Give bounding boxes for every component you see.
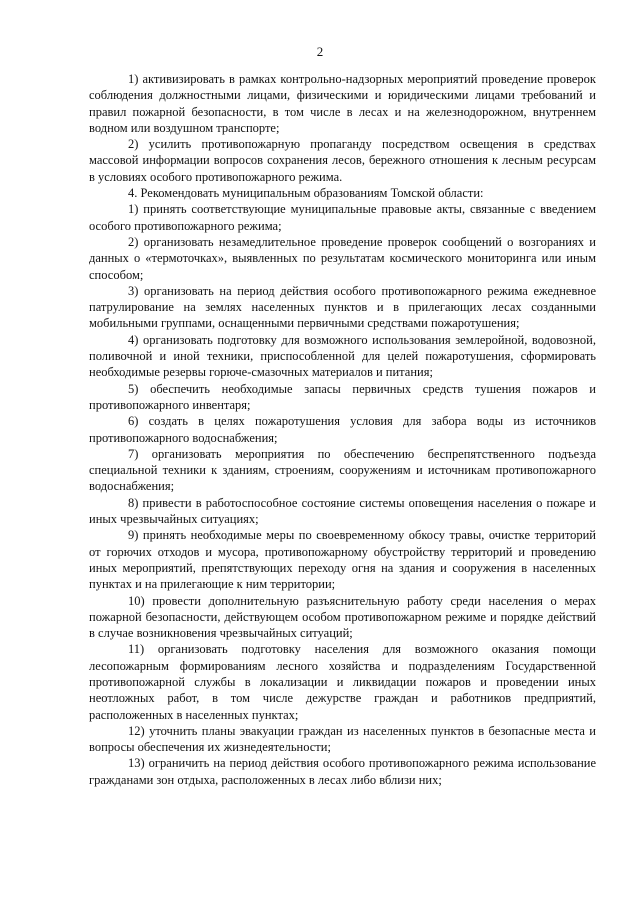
paragraph-4-11-population-training: 11) организовать подготовку населения для возможного оказания помощи лесопожарным формированиям лесного хозяйства и подразделениям Государственной противопожарной службы в локализации и ликвидации пожаров и проведении иных неотложных работ, в том числе дежурстве граждан и работников предприятий, расположенных в населенных пунктах; <box>89 642 596 722</box>
paragraph-4-2-fire-reports: 2) организовать незамедлительное проведение проверок сообщений о возгораниях и данных о «термоточках», выявленных по результатам космического мониторинга или иным способом; <box>89 234 596 282</box>
paragraph-section-4-heading: 4. Рекомендовать муниципальным образованиям Томской области: <box>128 186 484 201</box>
paragraph-4-4-equipment: 4) организовать подготовку для возможного использования землеройной, водовозной, поливочной и иной техники, приспособленной для целей пожаротушения, сформировать необходимые резервы горюче-смазочных материалов и питания; <box>89 332 596 380</box>
page-number: 2 <box>316 44 324 59</box>
document-body <box>89 71 596 788</box>
paragraph-4-8-warning-systems: 8) привести в работоспособное состояние системы оповещения населения о пожаре и иных чрезвычайных ситуациях; <box>89 495 596 527</box>
paragraph-4-7-vehicle-access: 7) организовать мероприятия по обеспечению беспрепятственного подъезда специальной техники к зданиям, строениям, сооружениям и источникам противопожарного водоснабжения; <box>89 446 596 494</box>
paragraph-4-6-water-intake: 6) создать в целях пожаротушения условия для забора воды из источников противопожарного водоснабжения; <box>89 414 596 445</box>
paragraph-4-12-evacuation-plans: 12) уточнить планы эвакуации граждан из населенных пунктов в безопасные места и вопросы обеспечения их жизнедеятельности; <box>89 723 596 755</box>
paragraph-1-activate-inspections: 1) активизировать в рамках контрольно-надзорных мероприятий проведение проверок соблюдения должностными лицами, физическими и юридическими лицами требований и правил пожарной безопасности, в том числе в лесах и на железнодорожном, внутреннем водном или воздушном транспорте; <box>89 72 596 135</box>
paragraph-4-3-patrols: 3) организовать на период действия особого противопожарного режима ежедневное патрулирование на землях населенных пунктов и в прилегающих лесах созданными мобильными группами, оснащенными первичными средствами пожаротушения; <box>89 283 596 331</box>
paragraph-4-13-recreation-limits: 13) ограничить на период действия особого противопожарного режима использование гражданами зон отдыха, расположенных в лесах либо вблизи них; <box>89 756 596 787</box>
paragraph-4-1-legal-acts: 1) принять соответствующие муниципальные правовые акты, связанные с введением особого противопожарного режима; <box>89 202 596 233</box>
paragraph-2-fire-propaganda: 2) усилить противопожарную пропаганду посредством освещения в средствах массовой информации вопросов сохранения лесов, бережного отношения к лесным ресурсам в условиях особого противопожарного режима. <box>89 137 596 184</box>
paragraph-4-5-supplies: 5) обеспечить необходимые запасы первичных средств тушения пожаров и противопожарного инвентаря; <box>89 381 596 412</box>
paragraph-4-9-mowing-cleanup: 9) принять необходимые меры по своевременному обкосу травы, очистке территорий от горючих отходов и мусора, противопожарному обустройству территорий и проведению иных мероприятий, препятствующих переходу огня на здания и сооружения в населенных пунктах и на прилегающие к ним территории; <box>89 528 596 592</box>
paragraph-4-10-public-outreach: 10) провести дополнительную разъяснительную работу среди населения о мерах пожарной безопасности, действующем особом противопожарном режиме и порядке действий в случае возникновения чрезвычайных ситуаций; <box>89 593 596 641</box>
